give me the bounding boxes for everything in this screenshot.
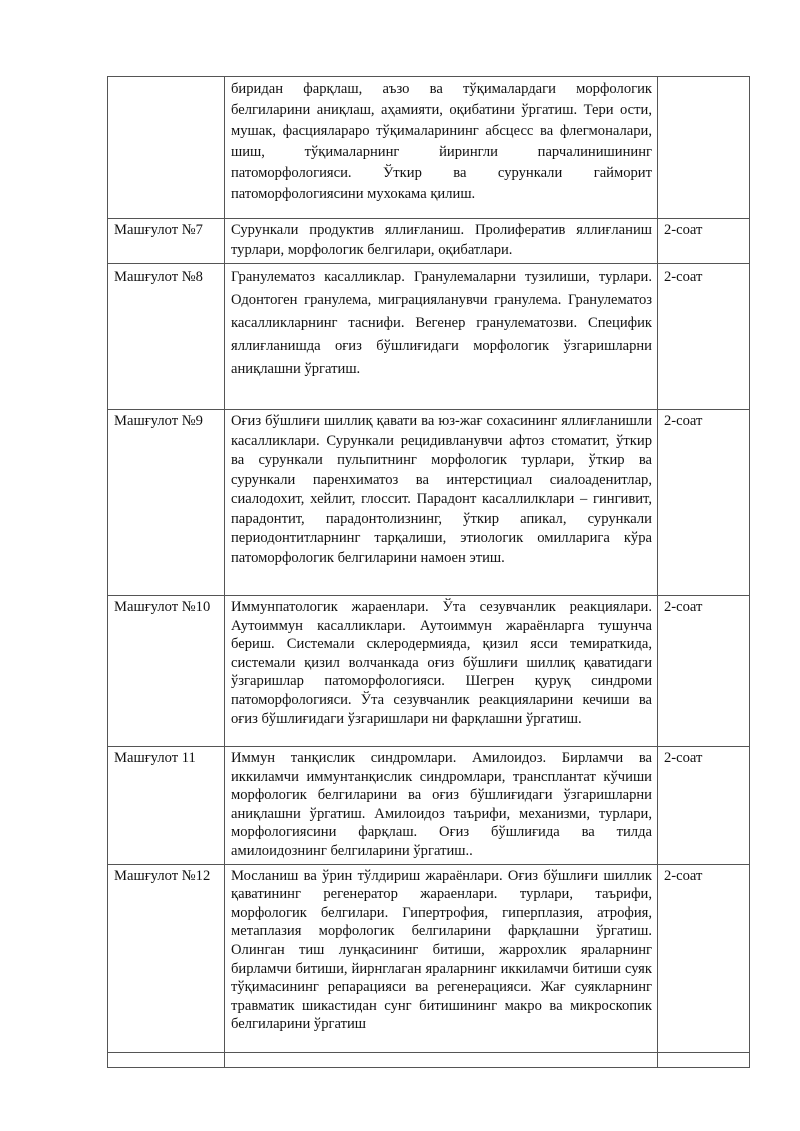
table-row bbox=[108, 864, 750, 1052]
topic-cell: Гранулематоз касалликлар. Гранулемаларни тузилиши, турлари. Одонтоген гранулема, миграцияланувчи гранулема. Гранулематоз касалликларнинг таснифи. Вегенер гранулематозви. Специфик яллиғланишда оғиз бўшлиғидаги морфологик ўзгаришларни аниқлашни ўргатиш. bbox=[225, 264, 658, 410]
table-row bbox=[108, 264, 750, 410]
hours-cell: 2-соат bbox=[658, 219, 750, 264]
topic-cell: Мосланиш ва ўрин тўлдириш жараёнлари. Оғиз бўшлиғи шиллик қаватининг регенератор жараенлари. турлари, таърифи, морфологик белгилари. Гипертрофия, гиперплазия, атрофия, метаплазия морфологик белгиларини фарқлашни ўргатиш. Олинган тиш лунқасининг битиши, жаррохлик яраларнинг бирламчи битиши, йирнглаган яраларнинг иккиламчи битиши суяк тўқимасининг репарацияси ва регенерацияси. Жағ суякларнинг травматик шикастидан сунг битишининг макро ва микроскопик белгиларини ўргатиш bbox=[225, 864, 658, 1052]
table-row bbox=[108, 747, 750, 865]
session-cell: Машғулот №12 bbox=[108, 864, 225, 1052]
table-row bbox=[108, 410, 750, 596]
table-row bbox=[108, 1052, 750, 1067]
topic-cell: биридан фарқлаш, аъзо ва тўқималардаги морфологик белгиларини аниқлаш, аҳамияти, оқибатини ўргатиш. Тери ости, мушак, фасциялараро тўқималарининг абсцесс ва флегмоналари, шиш, тўқималарнинг йирингли парчалинишининг патоморфологияси. Ўткир ва сурункали гайморит патоморфологиясини мухокама қилиш. bbox=[225, 77, 658, 219]
topic-cell: Иммунпатологик жараенлари. Ўта сезувчанлик реакциялари. Аутоиммун касалликлари. Аутоиммун жараёнларга тушунча бериш. Системали склеродермияда, қизил ясси темираткида, системали қизил волчанкада оғиз бўшлиғи шиллиқ қаватидаги ўзгаришлар патоморфологияси. Шегрен қуруқ синдроми патоморфологияси. Ўта сезувчанлик реакцияларини кечиши ва оғиз бўшлиғидаги ўзгаришлари ни фарқлашни ўргатиш. bbox=[225, 596, 658, 747]
table-row bbox=[108, 77, 750, 219]
session-cell: Машғулот №10 bbox=[108, 596, 225, 747]
topic-cell: Иммун танқислик синдромлари. Амилоидоз. Бирламчи ва иккиламчи иммунтанқислик синдромлари, трансплантат кўчиши морфологик белгиларини ва оғиз бўшлиғидаги ўзгаришларни аниқлашни ўргатиш. Амилоидоз таърифи, механизми, турлари, морфологиясини фарқлаш. Оғиз бўшлиғида ва тилда амилоидознинг белгиларини ўргатиш.. bbox=[225, 747, 658, 865]
hours-cell: 2-соат bbox=[658, 410, 750, 596]
hours-cell: 2-соат bbox=[658, 747, 750, 865]
topic-cell: Оғиз бўшлиғи шиллиқ қавати ва юз-жағ сохасининг яллиғланишли касалликлари. Сурункали рецидивланувчи афтоз стоматит, ўткир ва сурункали пульпитнинг морфологик турлари, ўткир ва сурункали паренхиматоз ва интерстициал сиалоаденитлар, сиалодохит, хейлит, глоссит. Парадонт касаллилклари – гингивит, парадонтит, парадонтолизнинг, ўткир апикал, сурункали периодонтитларнинг тарқалиши, этиологик омилларига кўра патоморфологик белгиларини намоен этиш. bbox=[225, 410, 658, 596]
table-row bbox=[108, 219, 750, 264]
syllabus-table bbox=[107, 76, 750, 1068]
hours-cell: 2-соат bbox=[658, 864, 750, 1052]
hours-cell: 2-соат bbox=[658, 596, 750, 747]
session-cell: Машғулот №9 bbox=[108, 410, 225, 596]
hours-cell bbox=[658, 1052, 750, 1067]
topic-cell: Сурункали продуктив яллиғланиш. Пролифератив яллиғланиш турлари, морфологик белгилари, оқибатлари. bbox=[225, 219, 658, 264]
session-cell bbox=[108, 77, 225, 219]
session-cell: Машғулот №8 bbox=[108, 264, 225, 410]
table-row bbox=[108, 596, 750, 747]
session-cell: Машғулот 11 bbox=[108, 747, 225, 865]
session-cell: Машғулот №7 bbox=[108, 219, 225, 264]
topic-cell bbox=[225, 1052, 658, 1067]
session-cell bbox=[108, 1052, 225, 1067]
hours-cell bbox=[658, 77, 750, 219]
hours-cell: 2-соат bbox=[658, 264, 750, 410]
